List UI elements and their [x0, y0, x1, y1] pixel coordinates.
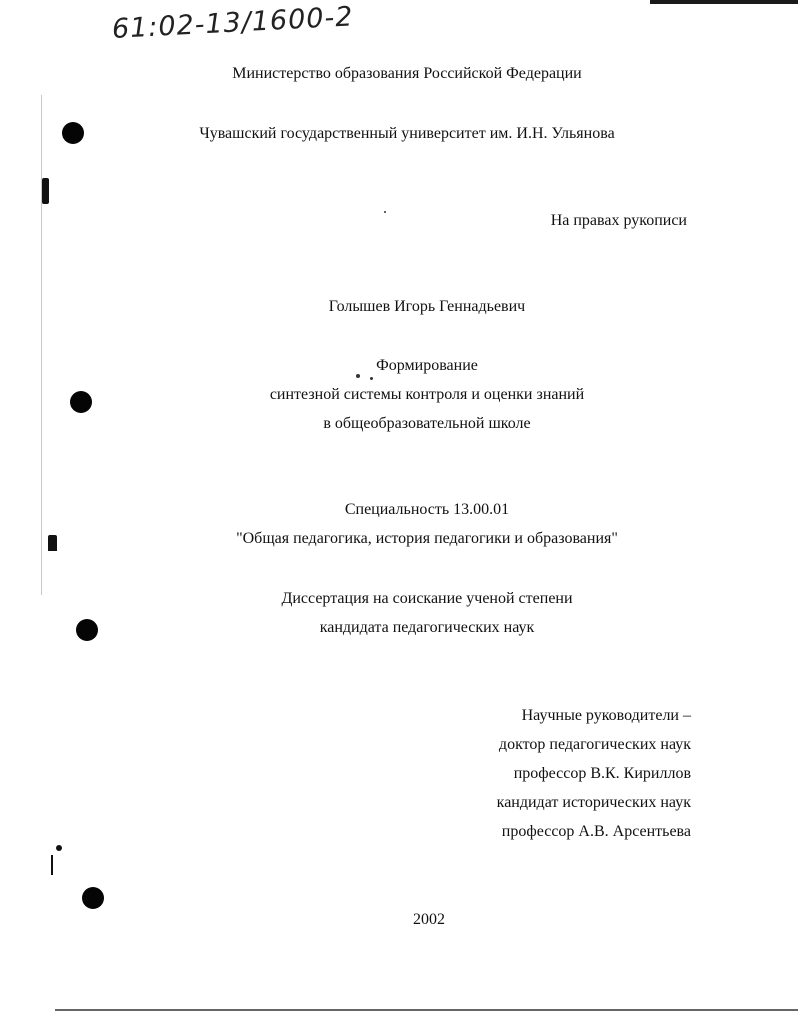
speck-3 [384, 211, 386, 213]
handwritten-archive-code: 61:02-13/1600-2 [111, 1, 355, 45]
specialty-name: "Общая педагогика, история педагогики и образования" [236, 530, 618, 547]
scan-edge-left [41, 95, 42, 595]
supervisor-2-name: профессор А.В. Арсентьева [501, 823, 691, 840]
author-name: Голышев Игорь Геннадьевич [328, 298, 526, 315]
rights-note: На правах рукописи [550, 212, 687, 229]
scan-edge-bottom [55, 1009, 798, 1011]
margin-mark-3 [56, 845, 62, 851]
supervisor-2-degree: кандидат исторических наук [496, 794, 691, 811]
title-line-3: в общеобразовательной школе [323, 415, 531, 432]
degree-line-1: Диссертация на соискание ученой степени [281, 590, 573, 607]
year: 2002 [413, 911, 445, 928]
punch-hole-4 [82, 887, 104, 909]
degree-line-2: кандидата педагогических наук [319, 619, 535, 636]
margin-mark-4 [51, 855, 53, 875]
title-line-2: синтезной системы контроля и оценки знаний [269, 386, 585, 403]
title-line-1: Формирование [376, 357, 478, 374]
scan-edge-top [650, 0, 798, 4]
university-line: Чувашский государственный университет им. И.Н. Ульянова [199, 125, 615, 142]
margin-mark-1 [42, 178, 49, 204]
speck-2 [370, 377, 373, 380]
ministry-line: Министерство образования Российской Федерации [232, 65, 582, 82]
supervisors-heading: Научные руководители – [521, 707, 691, 724]
supervisor-1-name: профессор В.К. Кириллов [513, 765, 691, 782]
specialty-code: Специальность 13.00.01 [344, 501, 510, 518]
supervisor-1-degree: доктор педагогических наук [498, 736, 691, 753]
